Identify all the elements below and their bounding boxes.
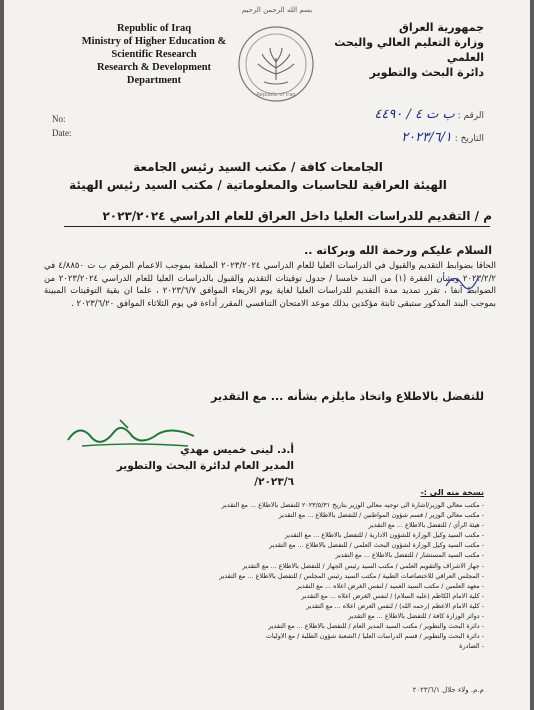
header-arabic — [304, 20, 484, 80]
date-label-en: Date: — [52, 128, 72, 138]
footer-initials: م.م. ولاء جلال ٢٠٢٣/٦/١ — [412, 686, 484, 694]
header-en-line: Department — [126, 75, 182, 86]
header-english — [74, 22, 234, 87]
cc-item: - جهاز الاشراف والتقويم العلمي / مكتب السيد رئيس الجهاز / للتفضل بالاطلاع ... مع التقدير — [154, 561, 484, 571]
document-date: ٢٠٢٣/٦/١ — [401, 130, 452, 145]
greeting: السلام عليكم ورحمة الله وبركاته .. — [304, 244, 492, 257]
cc-item: - مكتب السيد وكيل الوزارة لشؤون البحث العلمي / للتفضل بالاطلاع ... مع التقدير — [154, 540, 484, 550]
addressee-line: الجامعات كافة / مكتب السيد رئيس الجامعة — [133, 160, 383, 174]
header-ar-line: وزارة التعليم العالي والبحث العلمي — [334, 36, 484, 64]
cc-item: - هيئة الرأي / للتفضل بالاطلاع ... مع التقدير — [154, 520, 484, 530]
header-ar-line: دائرة البحث والتطوير — [369, 66, 484, 79]
header-en-line: Ministry of Higher Education & — [81, 36, 227, 47]
reference-number: ب ت ٤ / ٤٤٩٠ — [374, 107, 455, 122]
cc-item: - مكتب السيد وكيل الوزارة للشؤون الادارية / للتفضل بالاطلاع ... مع التقدير — [154, 530, 484, 540]
signer-date: ٢٠٢٣/٦/ — [254, 476, 294, 488]
cc-item: - كلية الامام الاعظم (رحمه الله) / لنفس الغرض اعلاه ... مع التقدير — [154, 601, 484, 611]
header-en-line: Republic of Iraq — [116, 23, 192, 34]
signer-block — [84, 442, 294, 490]
cc-item: - مكتب معالي الوزير/اشارة الى توجيه معالي الوزير بتاريخ ٢٠٢٣/٥/٣١ للتفضل بالاطلاع ... مع التقدير — [154, 500, 484, 510]
cc-item: - معهد العلمين / مكتب السيد العميد / لنفس الغرض اعلاه ... مع التقدير — [154, 581, 484, 591]
closing-line: للتفضل بالاطلاع واتخاذ مايلزم بشأنه ... مع التقدير — [211, 390, 484, 403]
header-en-line: Scientific Research — [111, 49, 197, 60]
cc-title: نسخة منه الى :- — [420, 488, 484, 497]
cc-item: - دوائر الوزارة كافة / للتفضل بالاطلاع ... مع التقدير — [154, 611, 484, 621]
body-paragraph: الحاقا بضوابط التقديم والقبول في الدراسات العليا للعام الدراسي ٢٠٢٣/٢٠٢٤ المبلغة بموجب الاعمام المرقم ب ت ٤/٨٨٥٠ في ٢٠٢٣/٢/٢ وبشأن الفقرة (١) من البند خامسا / جدول توقيتات التقديم والقبول بالدراسات العليا للعام الدراسي ٢٠٢٣/٢٠٢٤ من الضوابط آنفا ، تقرر تمديد مدة التقديم للدراسات العليا لغاية يوم الاربعاء الموافق ٢٠٢٣/٦/٧ ، علما ان بقية التوقيتات المبينة بموجب البند المذكور ستبقى ثابتة مؤكدين بذلك موعد الامتحان التنافسي المقرر أداءة في يوم الثلاثاء الموافق ٢٠٢٣/٦/٢٠ . — [44, 261, 497, 309]
date-label-ar: التاريخ : — [454, 134, 484, 144]
cc-item: - كلية الامام الكاظم (عليه السلام) / لنفس الغرض اعلاه ... مع التقدير — [154, 591, 484, 601]
initials-mark-icon — [442, 268, 482, 294]
signer-name: أ.د. لينى خميس مهدي — [180, 444, 294, 456]
cc-item: - دائرة البحث والتطوير / قسم الدراسات العليا / الشعبة شؤون الطلبة / مع الاوليات — [154, 631, 484, 641]
cc-item: - المجلس العراقي للاختصاصات الطبية / مكتب السيد رئيس المجلس / للتفضل بالاطلاع ... مع التقدير — [154, 571, 484, 581]
addressee-line: الهيئة العراقية للحاسبات والمعلوماتية / مكتب السيد رئيس الهيئة — [69, 178, 447, 192]
cc-item: - مكتب السيد المستشار / للتفضل بالاطلاع ... مع التقدير — [154, 550, 484, 560]
basmala: بسم الله الرحمن الرحيم — [241, 6, 313, 14]
addressees — [48, 158, 468, 194]
subject-line: م / التقديم للدراسات العليا داخل العراق للعام الدراسي ٢٠٢٣/٢٠٢٤ — [102, 209, 492, 223]
meta-english — [52, 112, 72, 140]
document-page — [4, 0, 530, 710]
subject-underline — [64, 226, 490, 227]
header-en-line: Research & Development — [96, 62, 212, 73]
meta-arabic — [304, 104, 484, 150]
seal-label: Republic of Iraq — [256, 92, 296, 98]
cc-item: - مكتب معالي الوزير / قسم شؤون المواطنين / للتفضل بالاطلاع ... مع التقدير — [154, 510, 484, 520]
header-ar-line: جمهورية العراق — [399, 21, 484, 34]
cc-item: - الصادرة — [154, 641, 484, 651]
cc-item: - دائرة البحث والتطوير / مكتب السيد المدير العام / للتفضل بالاطلاع ... مع التقدير — [154, 621, 484, 631]
number-label-en: No: — [52, 114, 66, 124]
cc-list — [154, 500, 484, 651]
number-label-ar: الرقم : — [457, 111, 484, 121]
signer-title: المدير العام لدائرة البحث والتطوير — [116, 460, 294, 472]
